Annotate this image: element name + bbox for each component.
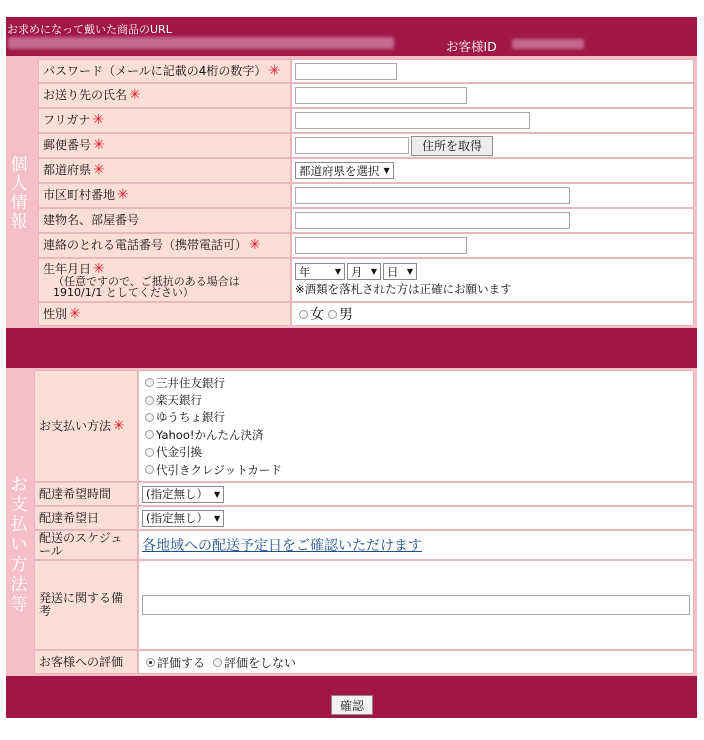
name-input[interactable]: [295, 87, 467, 104]
payment-option-radio[interactable]: [145, 430, 154, 439]
postal-row: [38, 133, 694, 158]
rating-no-label: 評価をしない: [224, 655, 297, 670]
delivery-date-row: [34, 506, 694, 530]
birthdate-row: [38, 258, 694, 302]
building-row: [38, 208, 694, 233]
remarks-label: 発送に関する備考: [34, 560, 138, 650]
dropdown-arrow-icon: ▼: [406, 267, 413, 276]
dropdown-arrow-icon: ▼: [334, 267, 341, 276]
password-row: [38, 59, 694, 83]
required-mark: ✳: [93, 260, 105, 277]
postal-input[interactable]: [295, 137, 409, 154]
building-label: 建物名、部屋番号: [38, 208, 291, 233]
payment-option-radio[interactable]: [145, 448, 154, 457]
gender-label: 性別 ✳: [38, 302, 291, 326]
prefecture-label: 都道府県 ✳: [38, 158, 291, 183]
birthdate-label: 生年月日 ✳ （任意ですので、ご抵抗のある場合は 1910/1/1 としてください）: [38, 258, 291, 302]
payment-option[interactable]: 代金引換: [145, 444, 202, 461]
dropdown-arrow-icon: ▼: [370, 267, 377, 276]
payment-section-title: お 支 払 い 方 法 等: [10, 475, 28, 615]
get-address-button[interactable]: 住所を取得: [411, 136, 493, 156]
url-value-redacted: [8, 37, 394, 49]
url-label: お求めになって戴いた商品のURL: [7, 23, 172, 36]
gender-male-label: 男: [339, 307, 353, 323]
delivery-time-label: 配達希望時間: [34, 482, 138, 506]
payment-option-radio[interactable]: [145, 465, 154, 474]
required-mark: ✳: [69, 305, 81, 322]
payment-method-row: [34, 370, 694, 482]
required-mark: ✳: [249, 237, 261, 253]
birth-day-select[interactable]: 日 ▼: [383, 263, 417, 280]
payment-option-radio[interactable]: [145, 413, 154, 422]
gender-row: [38, 302, 694, 326]
city-row: [38, 183, 694, 208]
name-row: [38, 83, 694, 108]
building-input[interactable]: [295, 212, 570, 229]
phone-label: 連絡のとれる電話番号（携帯電話可） ✳: [38, 233, 291, 258]
liquor-warning: ※酒類を落札された方は正確にお願います: [295, 282, 512, 296]
required-mark: ✳: [93, 162, 105, 178]
rating-yes-radio[interactable]: [146, 658, 155, 667]
schedule-row: [34, 530, 694, 560]
schedule-label: 配送のスケジュール: [34, 530, 138, 560]
customer-id-redacted: [512, 39, 584, 49]
payment-option[interactable]: Yahoo!かんたん決済: [145, 426, 263, 443]
name-label: お送り先の氏名 ✳: [38, 83, 291, 108]
confirm-button[interactable]: 確認: [331, 695, 373, 715]
rating-label: お客様への評価: [34, 650, 138, 674]
prefecture-select[interactable]: 都道府県を選択 ▼: [295, 162, 394, 179]
rating-no-radio[interactable]: [213, 658, 222, 667]
birthdate-note: （任意ですので、ご抵抗のある場合は 1910/1/1 としてください）: [53, 274, 240, 299]
personal-section-title: 個 人 情 報: [10, 155, 28, 232]
schedule-link[interactable]: 各地域への配送予定日をご確認いただけます: [142, 538, 422, 554]
required-mark: ✳: [268, 62, 281, 79]
remarks-row: [34, 560, 694, 650]
rating-yes-label: 評価する: [157, 655, 206, 670]
payment-option[interactable]: ゆうちょ銀行: [145, 409, 225, 426]
payment-option[interactable]: 代引きクレジットカード: [145, 461, 282, 478]
payment-option[interactable]: 三井住友銀行: [145, 374, 225, 391]
remarks-textarea[interactable]: [142, 595, 690, 615]
city-input[interactable]: [295, 187, 570, 204]
required-mark: ✳: [113, 417, 125, 434]
payment-option-radio[interactable]: [145, 378, 154, 387]
furigana-label: フリガナ ✳: [38, 108, 291, 133]
delivery-time-select[interactable]: (指定無し） ▼: [142, 486, 224, 503]
customer-id-label: お客様ID: [446, 39, 497, 54]
required-mark: ✳: [129, 87, 141, 103]
payment-section: [6, 368, 697, 676]
payment-method-label: お支払い方法 ✳: [34, 370, 138, 482]
password-label: パスワード（メールに記載の4桁の数字） ✳: [38, 59, 291, 83]
delivery-date-label: 配達希望日: [34, 506, 138, 530]
furigana-row: [38, 108, 694, 133]
delivery-date-select[interactable]: (指定無し） ▼: [142, 510, 224, 527]
city-label: 市区町村番地 ✳: [38, 183, 291, 208]
required-mark: ✳: [93, 137, 105, 153]
birth-month-select[interactable]: 月 ▼: [347, 263, 381, 280]
gender-female-label: 女: [310, 307, 324, 323]
postal-label: 郵便番号 ✳: [38, 133, 291, 158]
rating-row: [34, 650, 694, 674]
phone-input[interactable]: [295, 237, 467, 254]
delivery-time-row: [34, 482, 694, 506]
dropdown-arrow-icon: ▼: [383, 166, 390, 175]
dropdown-arrow-icon: ▼: [214, 489, 221, 499]
personal-info-section: [6, 56, 697, 328]
gender-male-radio[interactable]: [328, 310, 337, 319]
required-mark: ✳: [117, 187, 129, 203]
birth-year-select[interactable]: 年 ▼: [295, 263, 345, 280]
required-mark: ✳: [92, 112, 105, 128]
prefecture-row: [38, 158, 694, 183]
gender-female-radio[interactable]: [299, 310, 308, 319]
payment-option[interactable]: 楽天銀行: [145, 391, 202, 408]
payment-option-radio[interactable]: [145, 396, 154, 405]
furigana-input[interactable]: [295, 112, 530, 129]
dropdown-arrow-icon: ▼: [214, 513, 221, 523]
password-input[interactable]: [295, 63, 397, 80]
phone-row: [38, 233, 694, 258]
